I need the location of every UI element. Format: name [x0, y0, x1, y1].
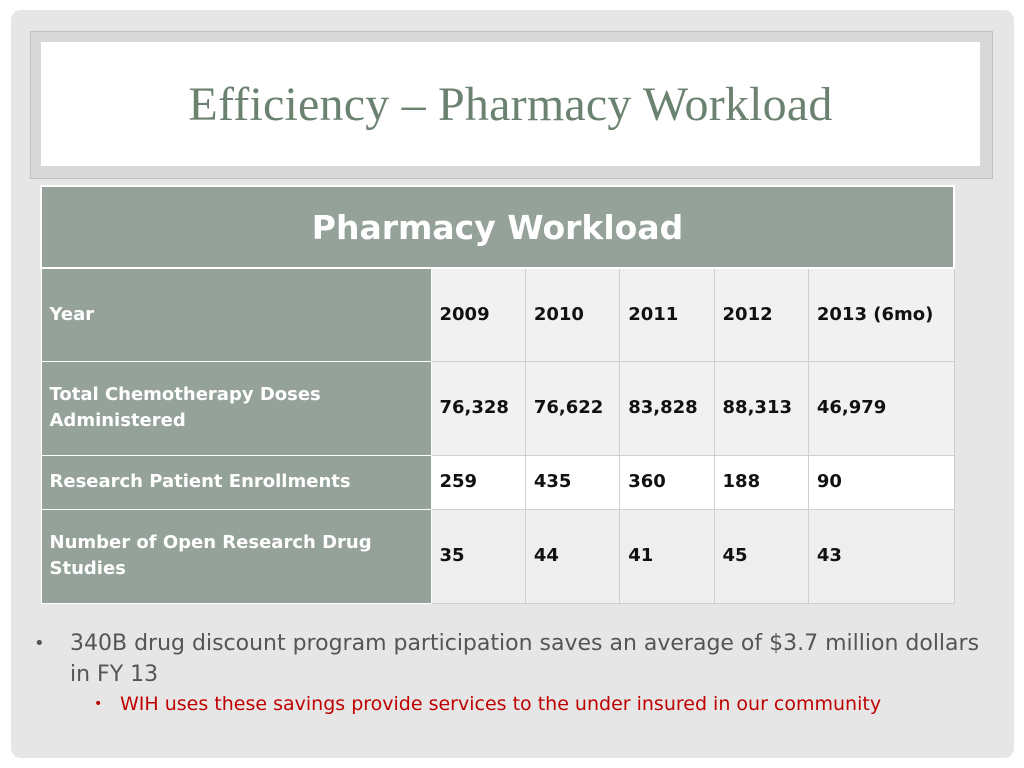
table-cell: 90: [808, 455, 954, 509]
bullet-main: [30, 628, 990, 690]
table-cell: 88,313: [714, 361, 808, 455]
table-cell: 76,622: [525, 361, 619, 455]
title-box: [41, 42, 980, 166]
table-cell: 44: [525, 509, 619, 603]
row-label: Research Patient Enrollments: [41, 455, 431, 509]
table-heading-row: [41, 186, 954, 268]
table-row-enrollments: [41, 455, 954, 509]
table-row-drug-studies: [41, 509, 954, 603]
table-cell: 35: [431, 509, 525, 603]
table-cell: 435: [525, 455, 619, 509]
table-cell: 360: [620, 455, 714, 509]
table-cell: 259: [431, 455, 525, 509]
table-row-chemo-doses: [41, 361, 954, 455]
table-cell: 76,328: [431, 361, 525, 455]
table-row-year: [41, 268, 954, 361]
table-heading: Pharmacy Workload: [41, 186, 954, 268]
table-cell: 188: [714, 455, 808, 509]
bullet-sub-text: WIH uses these savings provide services to the under insured in our community: [120, 693, 882, 715]
table-cell: 2011: [620, 268, 714, 361]
table-cell: 2012: [714, 268, 808, 361]
table-cell: 2009: [431, 268, 525, 361]
bullet-dot-icon: •: [94, 696, 103, 712]
table-cell: 43: [808, 509, 954, 603]
bullet-dot-icon: •: [34, 633, 45, 654]
table-cell: 2010: [525, 268, 619, 361]
bullet-sub: [30, 690, 990, 718]
table-cell: 2013 (6mo): [808, 268, 954, 361]
bullet-main-text: 340B drug discount program participation saves an average of $3.7 million dollars in FY 13: [70, 631, 980, 687]
table-cell: 46,979: [808, 361, 954, 455]
row-label: Year: [41, 268, 431, 361]
workload-table-wrapper: [40, 185, 955, 604]
workload-table: [40, 185, 955, 604]
table-cell: 41: [620, 509, 714, 603]
row-label: Number of Open Research Drug Studies: [41, 509, 431, 603]
table-cell: 45: [714, 509, 808, 603]
bullet-list: [30, 628, 990, 718]
slide-title: Efficiency – Pharmacy Workload: [188, 77, 833, 131]
title-frame: [30, 31, 993, 179]
table-cell: 83,828: [620, 361, 714, 455]
row-label: Total Chemotherapy Doses Administered: [41, 361, 431, 455]
